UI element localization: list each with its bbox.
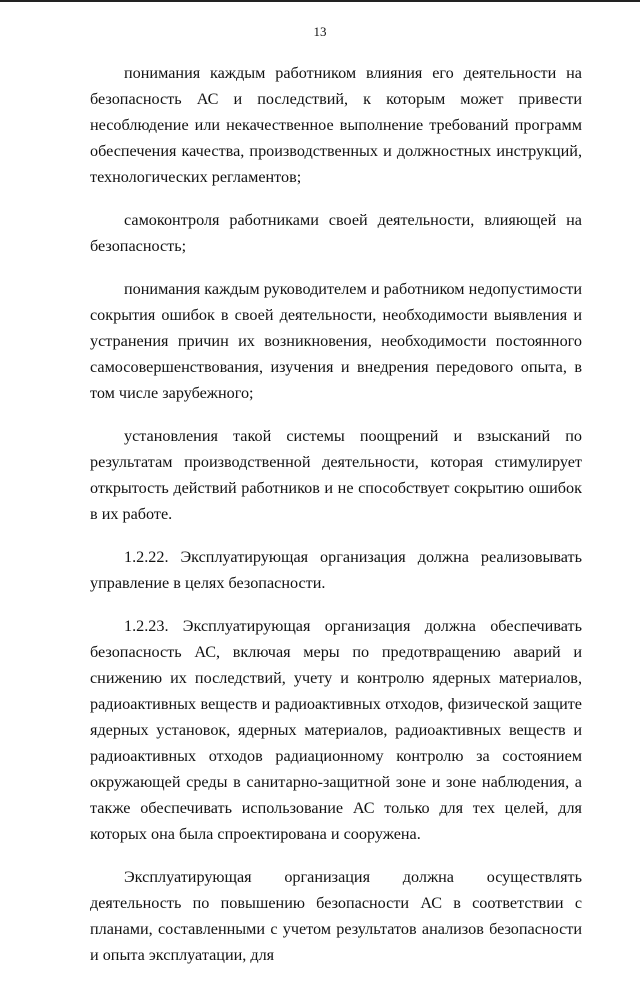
paragraph-clause-1-2-22: 1.2.22. Эксплуатирующая организация должна реализовывать управление в целях безопасности.: [90, 548, 582, 592]
paragraph-clause-1-2-23: 1.2.23. Эксплуатирующая организация должна обеспечивать безопасность АС, включая меры по предотвращению аварий и снижению их последствий, учету и контролю ядерных материалов, радиоактивных веществ и радиоактивных отходов, физической защите ядерных установок, ядерных материалов, радиоактивных веществ и радиоактивных отходов радиационному контролю за состоянием окружающей среды в санитарно-защитной зоне и зоне наблюдения, а также обеспечивать использование АС только для тех целей, для которых она была спроектирована и сооружена.: [90, 617, 582, 843]
document-body: [90, 60, 582, 985]
top-border-line: [0, 0, 640, 2]
paragraph-safety-improvement: Эксплуатирующая организация должна осуществлять деятельность по повышению безопасности АС в соответствии с планами, составленными с учетом результатов анализов безопасности и опыта эксплуатации, для: [90, 868, 582, 964]
paragraph-incentive-system: установления такой системы поощрений и взысканий по результатам производственной деятельности, которая стимулирует открытость действий работников и не способствует сокрытию ошибок в их работе.: [90, 427, 582, 523]
paragraph-self-control: самоконтроля работниками своей деятельности, влияющей на безопасность;: [90, 211, 582, 255]
paragraph-error-concealment: понимания каждым руководителем и работником недопустимости сокрытия ошибок в своей деятельности, необходимости выявления и устранения причин их возникновения, необходимости постоянного самосовершенствования, изучения и внедрения передового опыта, в том числе зарубежного;: [90, 280, 582, 402]
paragraph-understanding-impact: понимания каждым работником влияния его деятельности на безопасность АС и последствий, к которым может привести несоблюдение или некачественное выполнение требований программ обеспечения качества, производственных и должностных инструкций, технологических регламентов;: [90, 64, 582, 186]
page-number: 13: [313, 24, 327, 39]
